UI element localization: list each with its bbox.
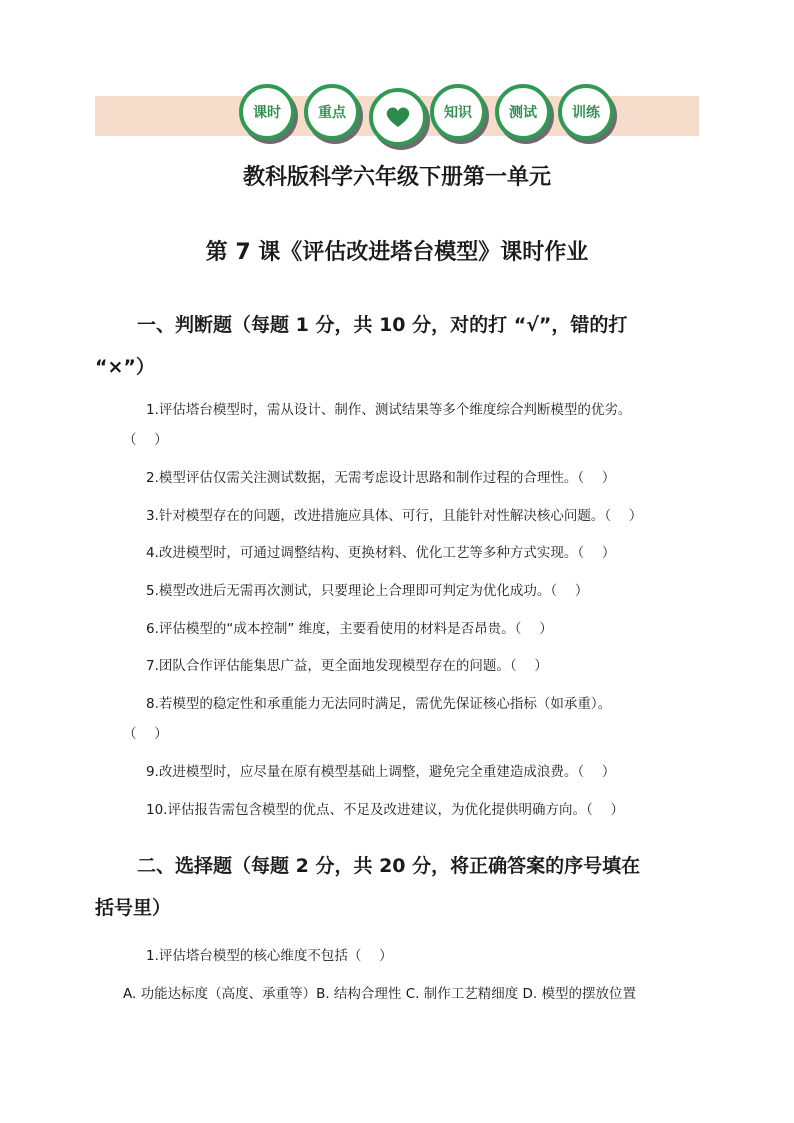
section-heading-judgment xyxy=(95,304,695,388)
question-item: 5.模型改进后无需再次测试，只要理论上合理即可判定为优化成功。（ ） xyxy=(146,583,589,599)
document-series-title: 教科版科学六年级下册第一单元 xyxy=(242,165,551,190)
question-item: 7.团队合作评估能集思广益，更全面地发现模型存在的问题。（ ） xyxy=(146,658,548,674)
badge-keshi xyxy=(239,84,295,140)
question-item: 3.针对模型存在的问题，改进措施应具体、可行，且能针对性解决核心问题。（ ） xyxy=(146,508,643,524)
section-heading-line: 一、判断题（每题 1 分，共 10 分，对的打 “√”，错的打 xyxy=(137,314,628,336)
question-item: 8.若模型的稳定性和承重能力无法同时满足，需优先保证核心指标（如承重）。 xyxy=(146,696,612,712)
section-heading-line: “×”） xyxy=(95,356,155,378)
question-item: 6.评估模型的“成本控制” 维度，主要看使用的材料是否昂贵。（ ） xyxy=(146,621,553,637)
badge-label: 知识 xyxy=(444,105,472,121)
badge-label: 课时 xyxy=(253,105,281,121)
badge-label: 训练 xyxy=(572,105,600,121)
section-heading-choice xyxy=(95,845,695,929)
answer-blank[interactable]: （ ） xyxy=(123,726,168,742)
section-heading-line: 括号里） xyxy=(95,897,172,919)
answer-options: A. 功能达标度（高度、承重等）B. 结构合理性 C. 制作工艺精细度 D. 模型的摆放位置 xyxy=(123,986,636,1002)
answer-blank[interactable]: （ ） xyxy=(123,432,168,448)
lesson-title: 第 7 课《评估改进塔台模型》课时作业 xyxy=(205,240,589,265)
badge-ceshi xyxy=(495,84,551,140)
heart-icon xyxy=(385,105,411,129)
badge-label: 测试 xyxy=(509,105,537,121)
question-item: 1.评估塔台模型时，需从设计、制作、测试结果等多个维度综合判断模型的优劣。 xyxy=(146,402,632,418)
badge-zhongdian xyxy=(304,84,360,140)
badge-label: 重点 xyxy=(318,105,346,121)
badge-zhishi xyxy=(430,84,486,140)
question-item: 2.模型评估仅需关注测试数据，无需考虑设计思路和制作过程的合理性。（ ） xyxy=(146,470,616,486)
heart-badge xyxy=(369,88,427,146)
badge-xunlian xyxy=(558,84,614,140)
question-item: 4.改进模型时，可通过调整结构、更换材料、优化工艺等多种方式实现。（ ） xyxy=(146,545,616,561)
question-item: 9.改进模型时，应尽量在原有模型基础上调整，避免完全重建造成浪费。（ ） xyxy=(146,764,616,780)
section-heading-line: 二、选择题（每题 2 分，共 20 分，将正确答案的序号填在 xyxy=(137,855,641,877)
question-item: 1.评估塔台模型的核心维度不包括（ ） xyxy=(146,948,393,964)
question-item: 10.评估报告需包含模型的优点、不足及改进建议，为优化提供明确方向。（ ） xyxy=(146,802,625,818)
